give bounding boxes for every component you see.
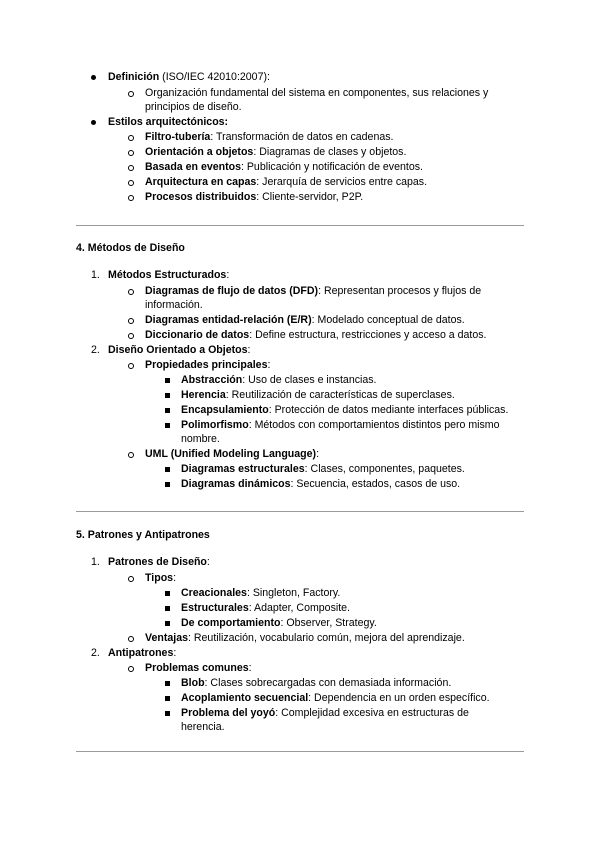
list-item: Herencia: Reutilización de características de superclases.: [181, 389, 455, 401]
square-bullet-icon: [165, 378, 170, 383]
list-item: Creacionales: Singleton, Factory.: [181, 587, 341, 599]
list-item: Diagramas estructurales: Clases, componentes, paquetes.: [181, 463, 465, 475]
list-item: Tipos:: [145, 572, 177, 584]
square-bullet-icon: [165, 606, 170, 611]
horizontal-rule: [76, 511, 524, 512]
square-bullet-icon: [165, 591, 170, 596]
bullet-icon: [91, 75, 96, 80]
list-item: De comportamiento: Observer, Strategy.: [181, 617, 377, 629]
circle-bullet-icon: [128, 576, 134, 582]
bullet-icon: [91, 120, 96, 125]
estilos-label: Estilos arquitectónicos:: [108, 116, 229, 128]
circle-bullet-icon: [128, 150, 134, 156]
list-item: Propiedades principales:: [145, 359, 271, 371]
list-item: Basada en eventos: Publicación y notificación de eventos.: [145, 161, 423, 173]
definicion-line: Definición (ISO/IEC 42010:2007):: [108, 71, 270, 83]
list-item: Diagramas entidad-relación (E/R): Modelado conceptual de datos.: [145, 314, 465, 326]
square-bullet-icon: [165, 711, 170, 716]
circle-bullet-icon: [128, 195, 134, 201]
list-item: Filtro-tubería: Transformación de datos en cadenas.: [145, 131, 394, 143]
square-bullet-icon: [165, 681, 170, 686]
list-item-continuation: herencia.: [181, 721, 225, 733]
circle-bullet-icon: [128, 318, 134, 324]
square-bullet-icon: [165, 482, 170, 487]
list-item: UML (Unified Modeling Language):: [145, 448, 320, 460]
list-number: 1.: [91, 269, 100, 281]
square-bullet-icon: [165, 393, 170, 398]
list-number: 2.: [91, 647, 100, 659]
circle-bullet-icon: [128, 452, 134, 458]
circle-bullet-icon: [128, 289, 134, 295]
section-heading: 4. Métodos de Diseño: [76, 242, 185, 254]
horizontal-rule: [76, 225, 524, 226]
square-bullet-icon: [165, 696, 170, 701]
circle-bullet-icon: [128, 165, 134, 171]
list-item: Arquitectura en capas: Jerarquía de servicios entre capas.: [145, 176, 428, 188]
list-item: Orientación a objetos: Diagramas de clases y objetos.: [145, 146, 407, 158]
list-number: 2.: [91, 344, 100, 356]
list-item: Problema del yoyó: Complejidad excesiva en estructuras de: [181, 707, 469, 719]
circle-bullet-icon: [128, 135, 134, 141]
circle-bullet-icon: [128, 666, 134, 672]
list-item: Procesos distribuidos: Cliente-servidor, P2P.: [145, 191, 364, 203]
circle-bullet-icon: [128, 180, 134, 186]
circle-bullet-icon: [128, 363, 134, 369]
circle-bullet-icon: [128, 333, 134, 339]
square-bullet-icon: [165, 423, 170, 428]
circle-bullet-icon: [128, 91, 134, 97]
list-item: Antipatrones:: [108, 647, 177, 659]
list-item: Polimorfismo: Métodos con comportamientos distintos pero mismo: [181, 419, 500, 431]
list-item: Ventajas: Reutilización, vocabulario común, mejora del aprendizaje.: [145, 632, 465, 644]
horizontal-rule: [76, 751, 524, 752]
list-item: Acoplamiento secuencial: Dependencia en un orden específico.: [181, 692, 490, 704]
definicion-text: Organización fundamental del sistema en componentes, sus relaciones y: [145, 87, 489, 99]
list-item: Abstracción: Uso de clases e instancias.: [181, 374, 377, 386]
square-bullet-icon: [165, 621, 170, 626]
list-item: Blob: Clases sobrecargadas con demasiada información.: [181, 677, 452, 689]
list-item: Problemas comunes:: [145, 662, 252, 674]
list-item: Encapsulamiento: Protección de datos mediante interfaces públicas.: [181, 404, 509, 416]
list-item: Diagramas dinámicos: Secuencia, estados, casos de uso.: [181, 478, 461, 490]
list-item-continuation: nombre.: [181, 433, 220, 445]
list-item: Diseño Orientado a Objetos:: [108, 344, 251, 356]
list-item: Diccionario de datos: Define estructura, restricciones y acceso a datos.: [145, 329, 487, 341]
square-bullet-icon: [165, 467, 170, 472]
list-item: Patrones de Diseño:: [108, 556, 210, 568]
list-item: Estructurales: Adapter, Composite.: [181, 602, 351, 614]
list-number: 1.: [91, 556, 100, 568]
list-item-continuation: información.: [145, 299, 203, 311]
square-bullet-icon: [165, 408, 170, 413]
list-item: Diagramas de flujo de datos (DFD): Representan procesos y flujos de: [145, 285, 482, 297]
list-item: Métodos Estructurados:: [108, 269, 230, 281]
circle-bullet-icon: [128, 636, 134, 642]
definicion-text: principios de diseño.: [145, 101, 242, 113]
section-heading: 5. Patrones y Antipatrones: [76, 529, 210, 541]
